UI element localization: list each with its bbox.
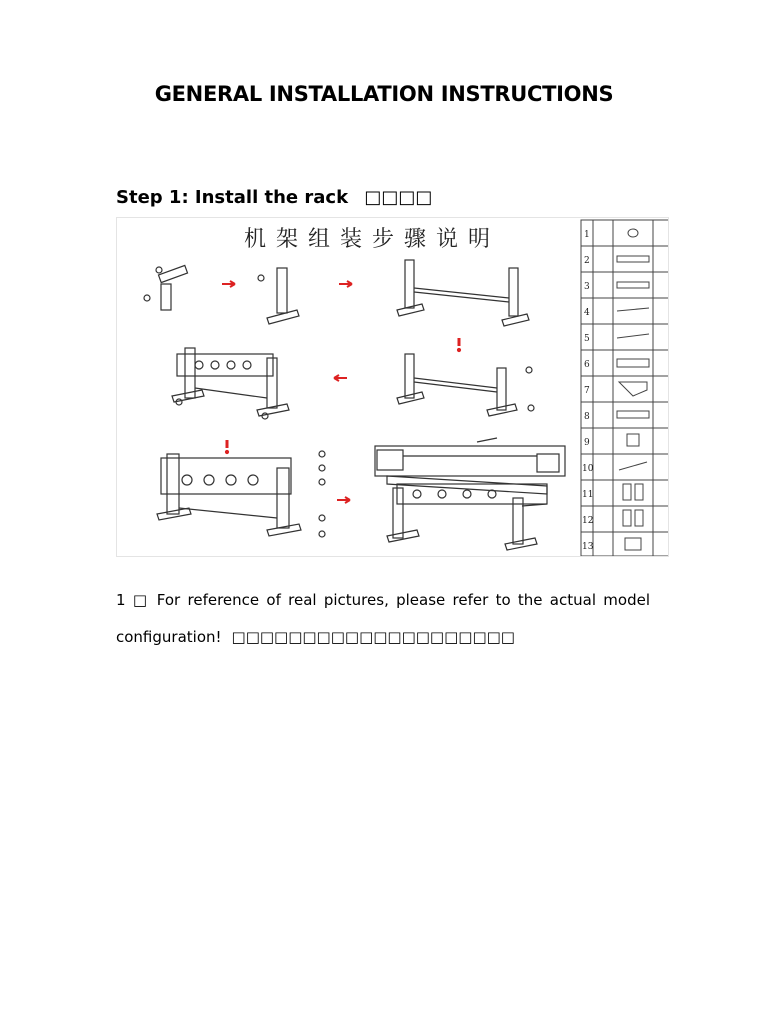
assembly-illustration xyxy=(117,218,669,557)
part-number-6: 6 xyxy=(584,360,590,370)
part-number-2: 2 xyxy=(584,256,590,266)
step-1-heading-text: Step 1: Install the rack xyxy=(116,187,349,208)
assembled-stand-illustration xyxy=(397,354,534,416)
part-number-10: 10 xyxy=(582,464,594,474)
step-1-heading-cn: □□□□ xyxy=(364,187,433,208)
parts-table-numbers xyxy=(582,230,594,552)
diagram-heading: 机架组装步骤说明 xyxy=(243,227,500,252)
note-line-2-cn: □□□□□□□□□□□□□□□□□□□□ xyxy=(231,628,515,646)
part-number-4: 4 xyxy=(584,308,590,318)
part-number-7: 7 xyxy=(584,386,590,396)
part-bracket-illustration xyxy=(144,265,188,310)
part-number-3: 3 xyxy=(584,282,590,292)
part-number-5: 5 xyxy=(584,334,590,344)
parts-table xyxy=(581,220,669,556)
note-line-2-text: configuration! xyxy=(116,628,222,646)
part-number-11: 11 xyxy=(582,490,594,500)
document-title: GENERAL INSTALLATION INSTRUCTIONS xyxy=(154,82,614,106)
stand-with-paper-rollers-illustration xyxy=(157,451,325,537)
frame-with-beam-illustration xyxy=(172,348,289,419)
note-line-2 xyxy=(116,623,650,651)
stand-frame-illustration xyxy=(397,260,529,326)
note-line-1: 1 □ For reference of real pictures, please refer to the actual model xyxy=(116,591,650,609)
single-leg-illustration xyxy=(258,268,299,324)
part-number-1: 1 xyxy=(584,230,590,240)
part-number-9: 9 xyxy=(584,438,590,448)
rack-assembly-diagram xyxy=(116,217,669,557)
part-number-8: 8 xyxy=(584,412,590,422)
reference-note xyxy=(116,586,650,651)
step-1-heading xyxy=(116,187,432,208)
printer-complete-illustration xyxy=(375,438,565,550)
part-number-12: 12 xyxy=(582,516,594,526)
part-number-13: 13 xyxy=(582,542,594,552)
